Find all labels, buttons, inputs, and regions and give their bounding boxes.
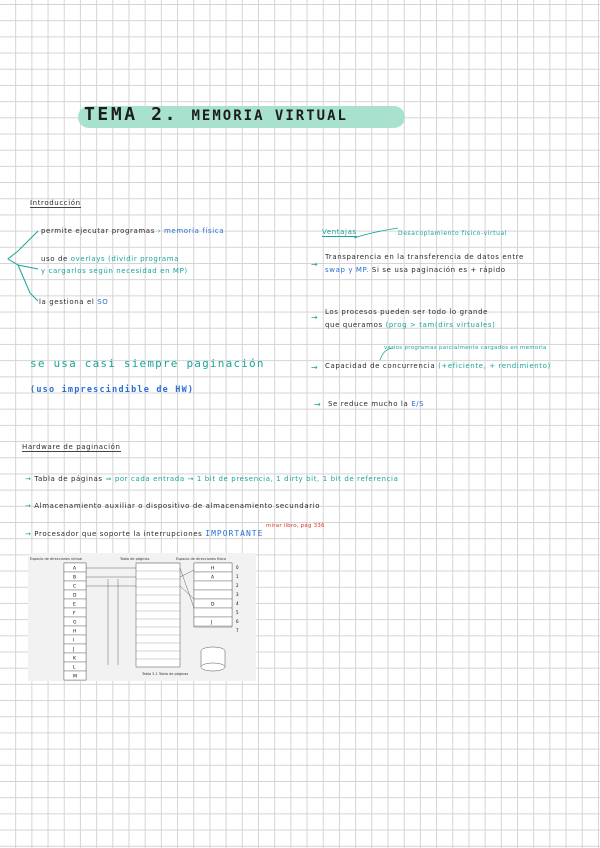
virtual-page-label: G <box>73 620 77 626</box>
intro-brace <box>4 225 44 315</box>
physical-frame-cell <box>194 581 232 590</box>
intro-heading: Introducción <box>30 199 81 207</box>
page-table-diagram <box>28 553 256 681</box>
virtual-page-label: F <box>73 611 76 617</box>
intro-line-4: la gestiona el SO <box>39 298 109 306</box>
virtual-page-label: M <box>73 674 77 680</box>
pagination-line-1: se usa casi siempre paginación <box>30 357 265 370</box>
page-table-figure <box>28 553 256 681</box>
arrow-icon: → <box>314 400 321 409</box>
ventaja-3: Capacidad de concurrencia (+eficiente, + rendimiento) <box>325 362 551 370</box>
hardware-heading: Hardware de paginación <box>22 443 121 451</box>
page-table <box>136 563 180 667</box>
frame-number: 0 <box>236 565 239 570</box>
frame-number: 5 <box>236 610 239 615</box>
figure-label-left: Espacio de direcciones virtual <box>30 557 83 561</box>
virtual-page-label: I <box>73 638 75 644</box>
ventaja-4: Se reduce mucho la E/S <box>328 400 425 408</box>
physical-frame-cell <box>194 608 232 617</box>
physical-frame-label: H <box>211 566 215 572</box>
intro-line-1: permite ejecutar programas › memoria física <box>41 227 225 235</box>
intro-line-2: uso de overlays (dividir programa <box>41 255 180 263</box>
virtual-page-label: A <box>73 566 77 572</box>
virtual-page-cell <box>64 644 86 653</box>
physical-frame-label: D <box>211 602 215 608</box>
ventajas-note-2: varios programas parcialmente cargados en memoria <box>384 345 547 351</box>
virtual-page-label: L <box>73 665 76 671</box>
ventaja-1-line-2: swap y MP. Si se usa paginación es + rápido <box>325 266 506 274</box>
hardware-line-1: → Tabla de páginas ⇒ por cada entrada → 1 bit de presencia, 1 dirty bit, 1 bit de referencia <box>25 475 399 483</box>
page-title <box>84 104 348 125</box>
frame-number: 4 <box>236 601 239 606</box>
arrow-icon: → <box>311 363 318 372</box>
arrow-icon: → <box>311 313 318 322</box>
virtual-page-label: E <box>73 602 76 608</box>
figure-label-mid: Tabla de páginas <box>120 557 150 561</box>
virtual-page-label: D <box>73 593 77 599</box>
ventajas-note-1: Desacoplamiento físico-virtual <box>398 230 508 237</box>
figure-caption: Tabla 3.1 Tabla de páginas <box>142 672 189 676</box>
virtual-page-label: K <box>73 656 76 662</box>
frame-number: 7 <box>236 628 239 633</box>
pagination-line-2: (uso imprescindible de HW) <box>30 385 195 395</box>
virtual-page-label: C <box>73 584 77 590</box>
virtual-page-label: J <box>73 647 75 653</box>
title-main: MEMORIA VIRTUAL <box>191 108 348 124</box>
figure-label-right: Espacio de direcciones físico <box>176 557 227 561</box>
frame-number: 1 <box>236 574 239 579</box>
arrow-icon: → <box>311 260 318 269</box>
disk-icon <box>201 647 225 671</box>
virtual-page-label: H <box>73 629 77 635</box>
ventaja-1-line-1: Transparencia en la transferencia de datos entre <box>325 253 524 261</box>
frame-number: 3 <box>236 592 239 597</box>
title-prefix: TEMA 2. <box>84 104 192 125</box>
hardware-note: mirar libro, pág 336 <box>266 523 325 529</box>
virtual-address-space <box>64 563 86 680</box>
ventajas-heading: Ventajas <box>322 228 357 236</box>
physical-frame-cell <box>194 590 232 599</box>
ventaja-2-line-2: que queramos (prog > tam(dirs virtuales) <box>325 321 496 329</box>
physical-frame-label: A <box>211 575 215 581</box>
virtual-page-label: B <box>73 575 77 581</box>
ventajas-note-arrow <box>352 226 402 240</box>
physical-frame-cell <box>194 617 232 626</box>
physical-frame-label: J <box>211 620 213 626</box>
intro-line-3: y cargarlos según necesidad en MP) <box>41 267 188 275</box>
frame-number: 2 <box>236 583 239 588</box>
ventaja-2-line-1: Los procesos pueden ser todo lo grande <box>325 308 489 316</box>
virtual-page-cell <box>64 635 86 644</box>
hardware-line-2: → Almacenamiento auxiliar o dispositivo de almacenamiento secundario <box>25 502 321 510</box>
physical-address-space <box>194 563 239 633</box>
frame-number: 6 <box>236 619 239 624</box>
hardware-line-3: → Procesador que soporte la interrupciones IMPORTANTE <box>25 529 264 538</box>
